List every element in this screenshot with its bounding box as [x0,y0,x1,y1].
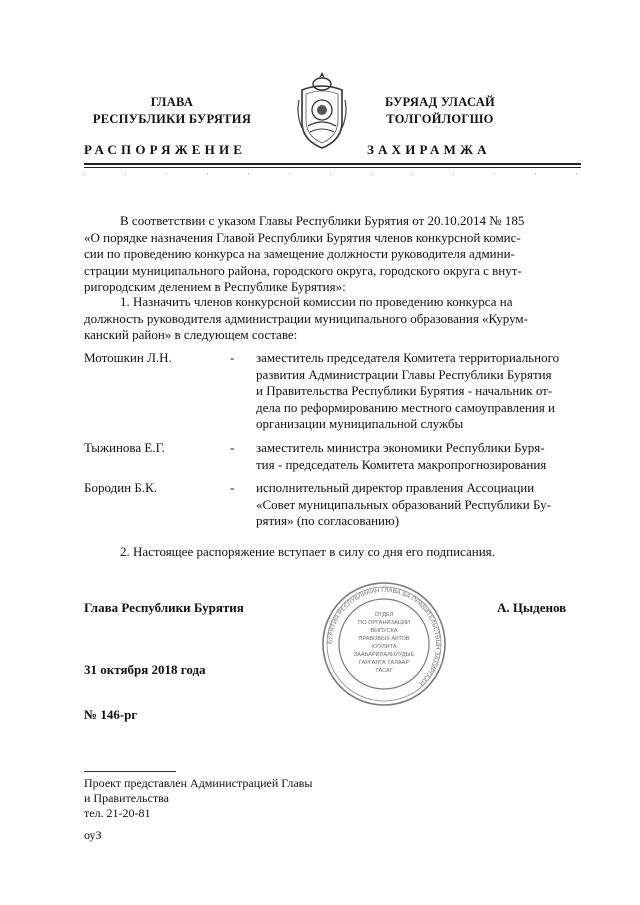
stamp-inner-line: ВЫПУСКА [370,628,398,634]
header-dotted-rule [84,170,581,178]
preamble-paragraph [84,213,581,296]
footnote-divider [84,771,176,772]
member-name: Бородин Б.К. [84,480,158,495]
item-1-line: 1. Назначить членов конкурсной комиссии по проведению конкурса на [120,294,513,309]
stamp-ring-text: БУРЯТИЯ РЕСПУБЛИКИН ГЛАВА БА ПРАВИТЕЛЬСТВЫН ЗАХИРГААН [326,586,442,687]
signatory-title: Глава Республики Бурятия [84,600,244,615]
member-role-line: организации муниципальной службы [256,416,464,432]
header-left [84,94,260,128]
stamp-inner-line: ЗААБАРИЛАЛНУУДЫЕ [353,652,415,658]
emblem-icon [296,70,348,150]
item-2-paragraph: 2. Настоящее распоряжение вступает в силу со дня его подписания. [120,544,495,559]
stamp-inner-line: ХУУЛИТА [371,644,397,650]
member-role-line: «Совет муниципальных образований Республики Бу- [256,496,551,512]
member-name: Мотошкин Л.Н. [84,350,172,365]
header-rule-thick [84,163,581,165]
member-name: Тыжинова Е.Г. [84,440,165,455]
preamble-line: сии по проведению конкурса на замещение должности руководителя админи- [84,246,515,262]
footnote-line: тел. 21-20-81 [84,806,151,820]
preamble-line: страции муниципального района, городского округа, городского округа с внут- [84,262,522,278]
member-dash: - [230,350,235,365]
header-right-line1: БУРЯАД УЛАСАЙ [384,95,496,109]
item-1-line: должность руководителя администрации муниципального образования «Курум- [84,310,528,326]
header-right [362,94,518,128]
member-role-line: заместитель министра экономики Республики Буря- [256,440,545,455]
member-role [256,350,581,433]
header-left-line1: ГЛАВА [150,95,194,109]
document-date: 31 октября 2018 года [84,662,206,677]
member-role-line: развития Администрации Главы Республики Бурятия [256,366,552,382]
header-left-line2: РЕСПУБЛИКИ БУРЯТИЯ [92,112,252,126]
document-type-ru: РАСПОРЯЖЕНИЕ [84,142,247,157]
footnote-line: Проект представлен Администрацией Главы [84,776,313,790]
member-role-line: заместитель председателя Комитета территориального [256,350,560,365]
stamp-inner-line: ГАРГАЛГА ТАЛААР [358,660,410,666]
member-dash: - [230,480,235,495]
footnote-line: оуЗ [84,828,102,842]
member-role-line: исполнительный директор правления Ассоциации [256,480,535,495]
member-dash: - [230,440,235,455]
item-1-line: канский район» в следующем составе: [84,327,298,343]
preamble-line: ригородским делением в Республике Бурятия»: [84,279,346,295]
member-role [256,480,581,530]
member-role-line: дела по реформированию местного самоуправления и [256,399,556,415]
document-type-bua: ЗАХИРАМЖА [367,142,491,157]
member-role-line: рятия» (по согласованию) [256,513,400,529]
stamp-inner-line: ТАСАГ [375,668,393,674]
header-rule-thin [84,167,581,168]
member-role-line: и Правительства Республики Бурятия - начальник от- [256,383,553,399]
stamp-inner-line: ПО ОРГАНИЗАЦИИ [358,620,410,626]
stamp-inner-line: ПРАВОВЫХ АКТОВ [358,636,410,642]
official-stamp [320,580,448,708]
header-right-line2: ТОЛГОЙЛОГШО [386,112,494,126]
member-role [256,440,581,473]
preamble-line: «О порядке назначения Главой Республики Бурятия членов конкурсной комис- [84,229,521,245]
document-number: № 146-рг [84,707,138,722]
preamble-line: В соответствии с указом Главы Республики Бурятия от 20.10.2014 № 185 [120,213,525,228]
footnote [84,776,312,843]
footnote-line: и Правительства [84,791,169,805]
member-role-line: тия - председатель Комитета макропрогнозирования [256,456,547,472]
signatory-name: А. Цыденов [497,600,567,615]
item-1-paragraph [84,294,581,344]
stamp-inner-line: ОТДЕЛ [374,612,394,618]
